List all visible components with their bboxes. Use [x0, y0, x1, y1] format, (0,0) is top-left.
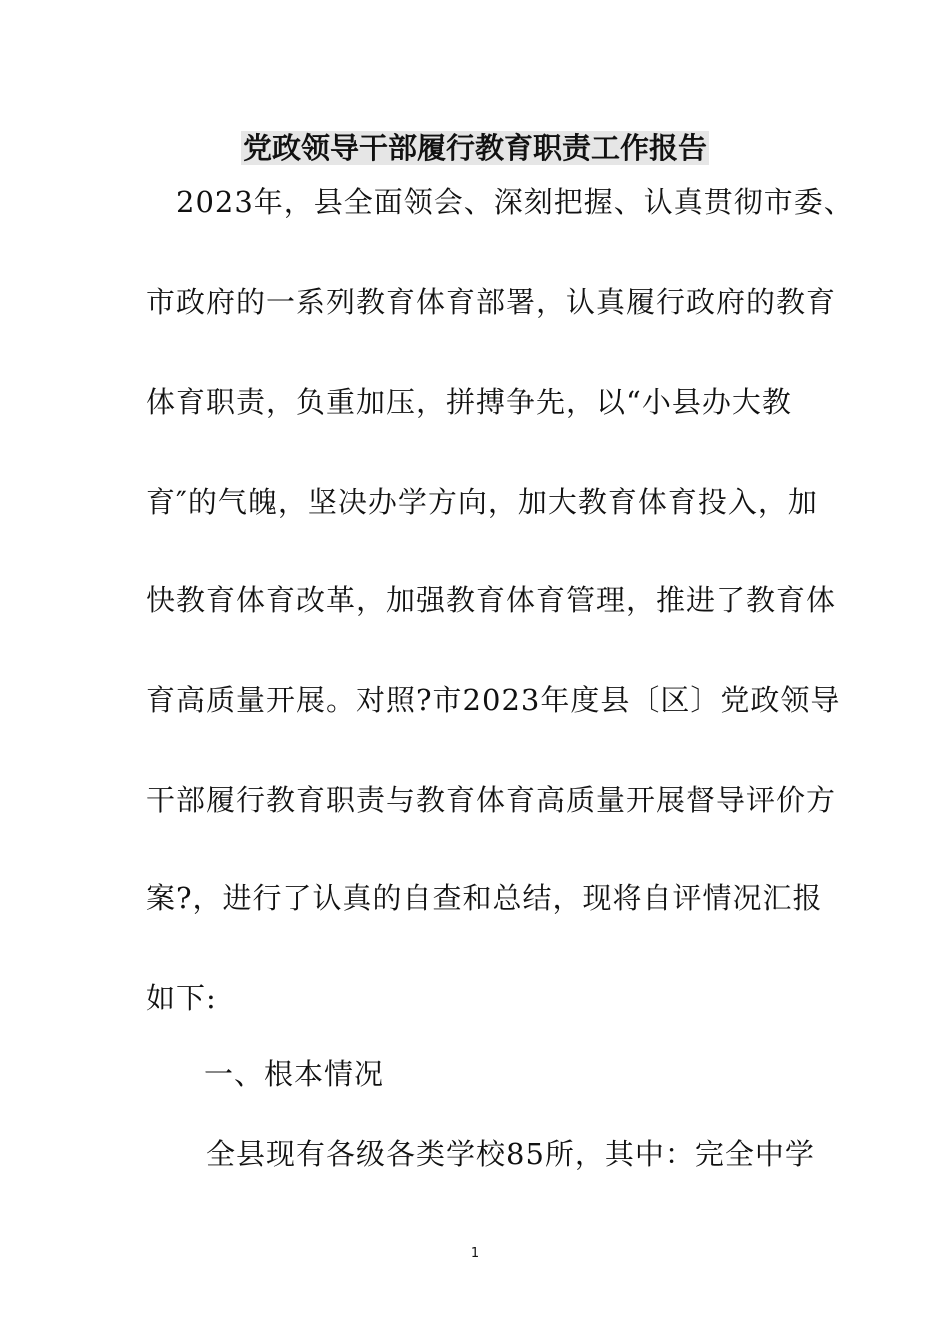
body-line-9: 如下: [146, 981, 217, 1015]
body-line-1: 2023年，县全面领会、深刻把握、认真贯彻市委、 [176, 185, 854, 219]
body-line-3: 体育职责，负重加压，拼搏争先，以“小县办大教 [146, 385, 792, 419]
section-heading: 一、根本情况 [204, 1057, 385, 1091]
body-line-5: 快教育体育改革，加强教育体育管理，推进了教育体 [146, 583, 837, 617]
body-line-7: 干部履行教育职责与教育体育高质量开展督导评价方 [146, 783, 837, 817]
document-title-text: 党政领导干部履行教育职责工作报告 [242, 131, 707, 165]
body-line-2: 市政府的一系列教育体育部署，认真履行政府的教育 [146, 285, 837, 319]
body-line-10: 全县现有各级各类学校85所，其中：完全中学 [206, 1137, 815, 1171]
document-title [0, 128, 950, 168]
page-number: 1 [470, 1246, 480, 1261]
body-line-4: 育″的气魄，坚决办学方向，加大教育体育投入，加 [146, 485, 818, 519]
body-line-8: 案?，进行了认真的自查和总结，现将自评情况汇报 [146, 881, 823, 915]
body-line-6: 育高质量开展。对照?市2023年度县〔区〕党政领导 [146, 683, 841, 717]
